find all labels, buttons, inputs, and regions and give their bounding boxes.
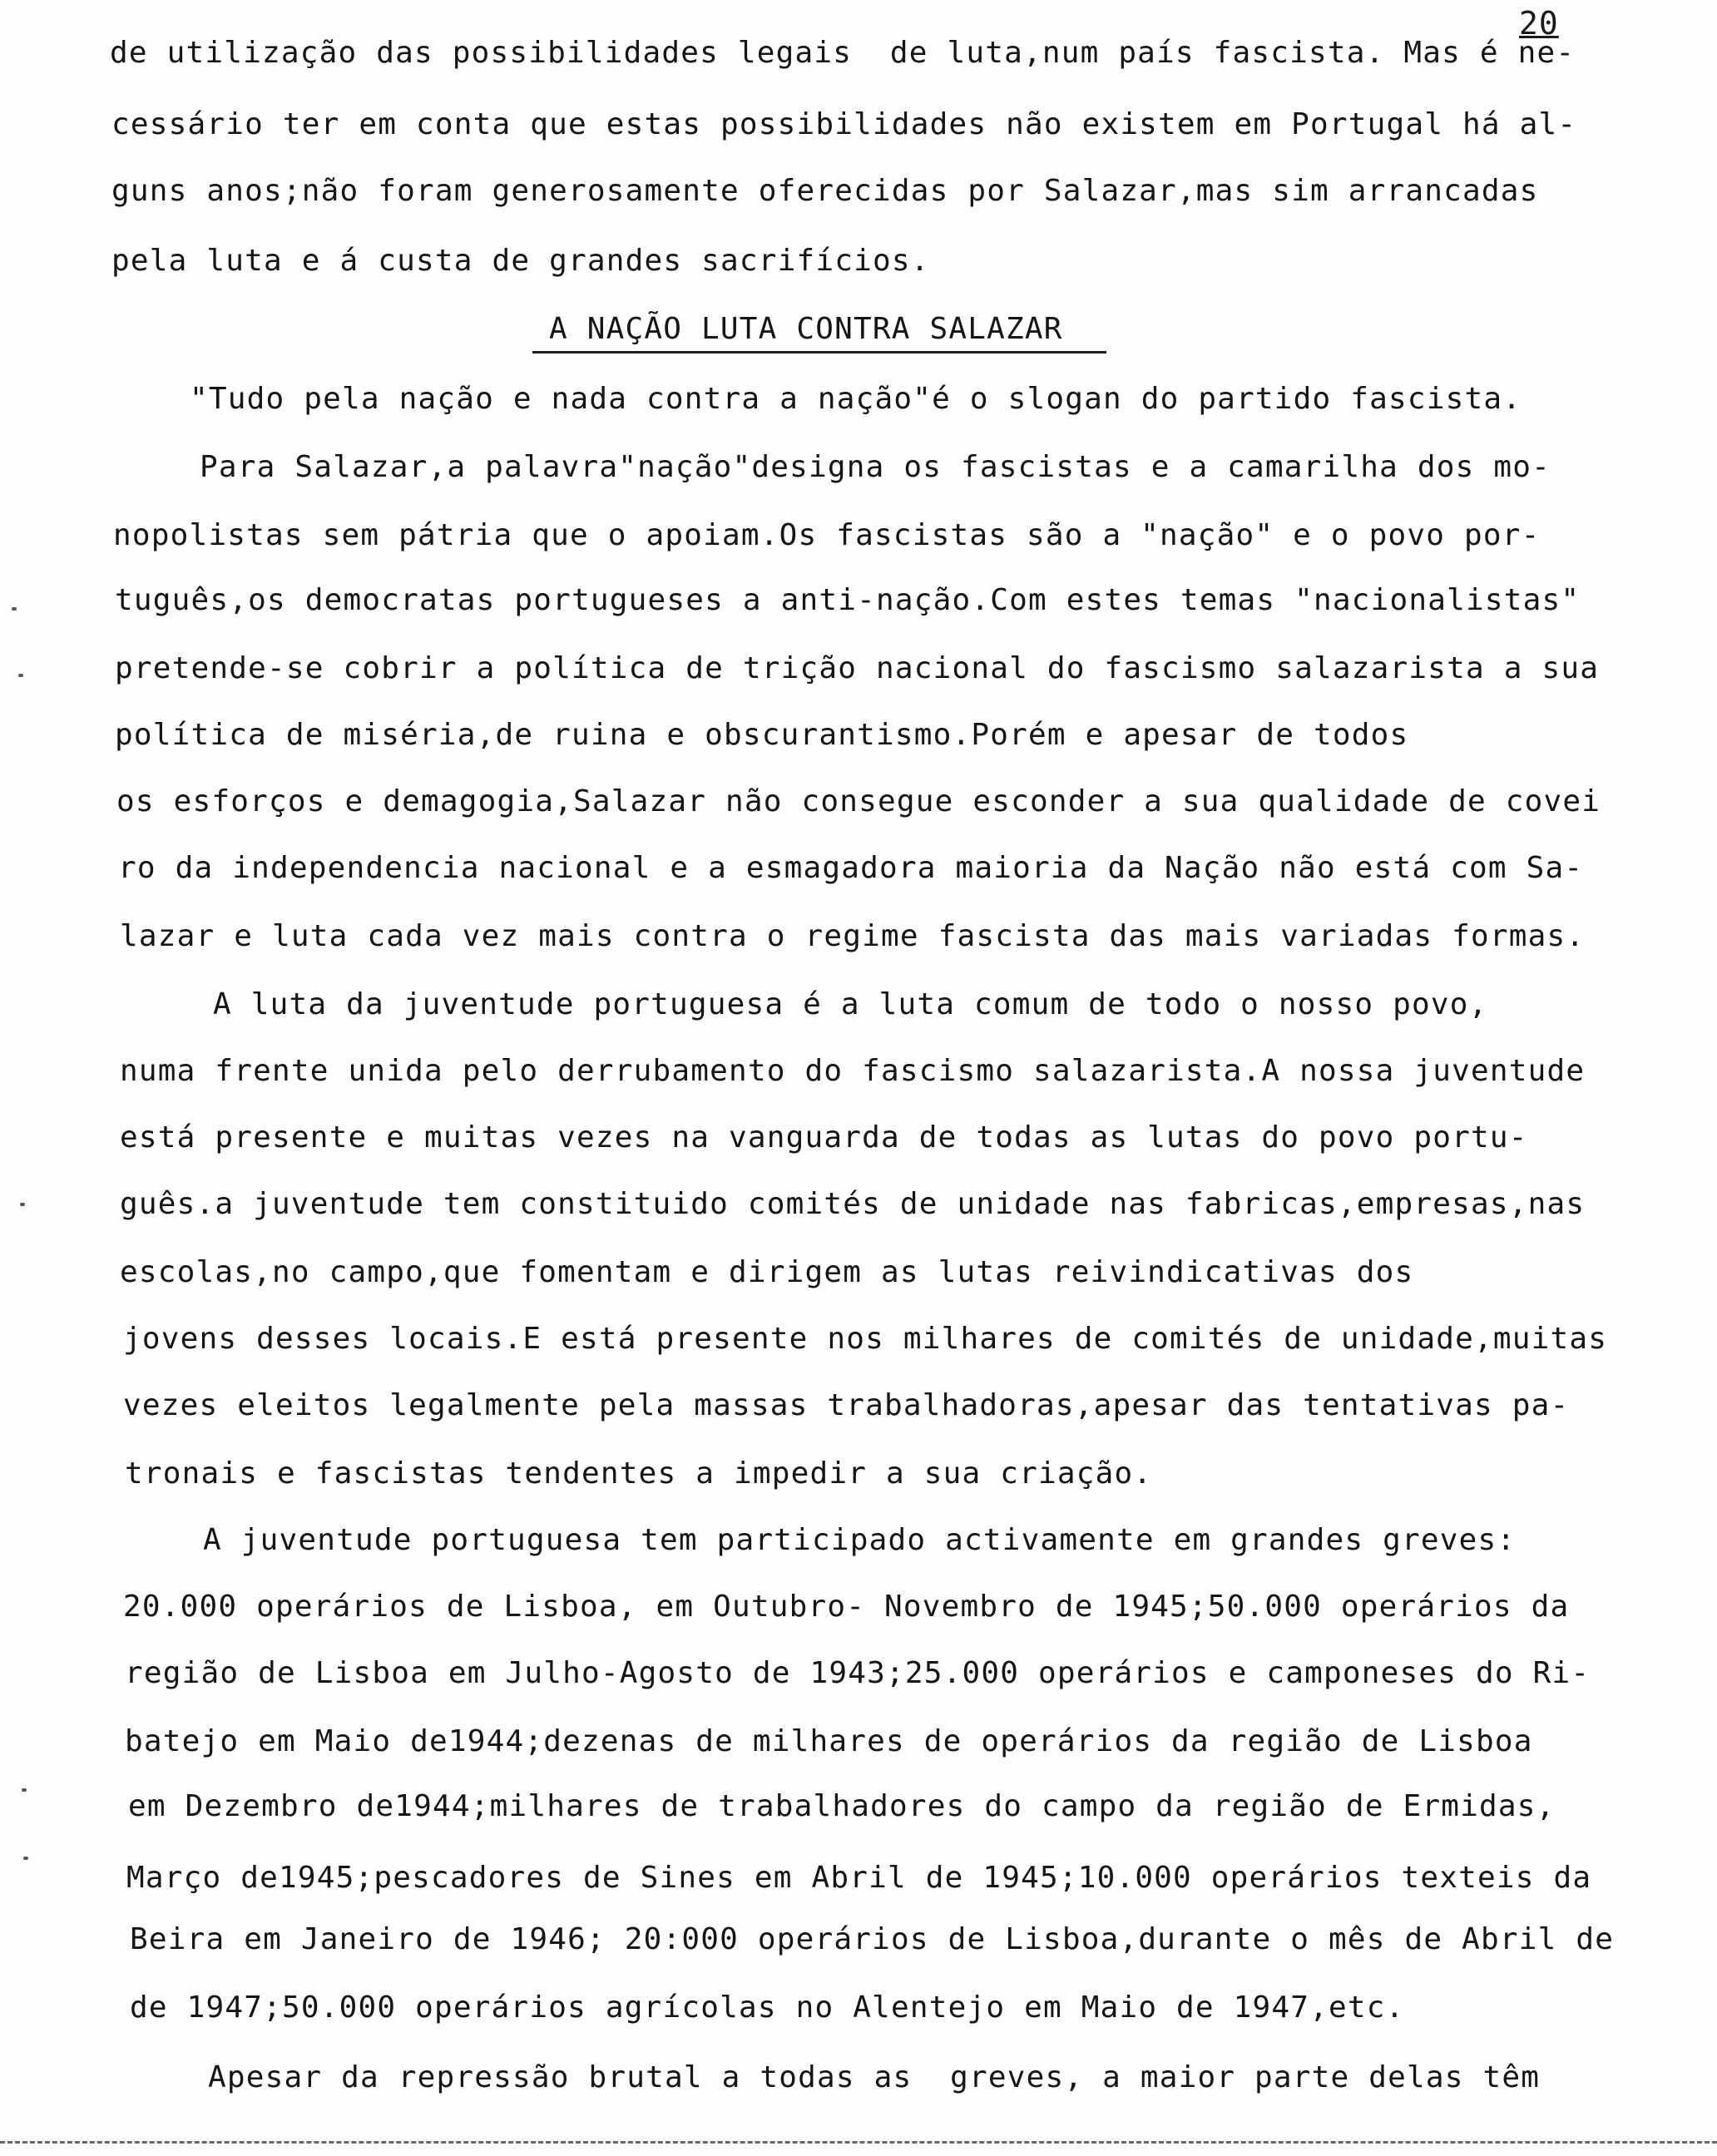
scan-speck	[18, 674, 23, 677]
text-line: de 1947;50.000 operários agrícolas no Alentejo em Maio de 1947,etc.	[130, 1990, 1405, 2025]
scan-speck	[23, 1857, 28, 1860]
text-line: nopolistas sem pátria que o apoiam.Os fascistas são a "nação" e o povo por-	[113, 518, 1541, 552]
text-line: A luta da juventude portuguesa é a luta comum de todo o nosso povo,	[213, 987, 1488, 1021]
page-number: 20	[1519, 5, 1559, 42]
section-heading: A NAÇÃO LUTA CONTRA SALAZAR	[549, 312, 1063, 346]
heading-underline	[532, 351, 1106, 354]
text-line: pretende-se cobrir a política de trição nacional do fascismo salazarista a sua	[115, 651, 1600, 685]
text-line: "Tudo pela nação e nada contra a nação"é o slogan do partido fascista.	[190, 382, 1522, 416]
text-line: tronais e fascistas tendentes a impedir a sua criação.	[125, 1456, 1153, 1491]
text-line: política de miséria,de ruina e obscurantismo.Porém e apesar de todos	[115, 718, 1409, 752]
text-line: tuguês,os democratas portugueses a anti-nação.Com estes temas "nacionalistas"	[115, 583, 1581, 617]
text-line: Apesar da repressão brutal a todas as greves, a maior parte delas têm	[208, 2060, 1541, 2094]
scan-speck	[20, 1203, 25, 1206]
text-line: A juventude portuguesa tem participado activamente em grandes greves:	[203, 1523, 1517, 1557]
text-line: 20.000 operários de Lisboa, em Outubro- Novembro de 1945;50.000 operários da	[123, 1590, 1570, 1624]
text-line: cessário ter em conta que estas possibilidades não existem em Portugal há al-	[111, 107, 1577, 141]
page-bottom-edge	[0, 2141, 1717, 2144]
text-line: pela luta e á custa de grandes sacrifícios.	[111, 244, 930, 278]
text-line: de utilização das possibilidades legais de luta,num país fascista. Mas é ne-	[110, 36, 1576, 70]
text-line: em Dezembro de1944;milhares de trabalhadores do campo da região de Ermidas,	[128, 1789, 1556, 1823]
text-line: os esforços e demagogia,Salazar não consegue esconder a sua qualidade de covei	[116, 784, 1601, 818]
text-line: região de Lisboa em Julho-Agosto de 1943;25.000 operários e camponeses do Ri-	[125, 1656, 1591, 1690]
scan-speck	[22, 1788, 27, 1792]
text-line: guns anos;não foram generosamente oferecidas por Salazar,mas sim arrancadas	[111, 174, 1539, 208]
text-line: Para Salazar,a palavra"nação"designa os fascistas e a camarilha dos mo-	[200, 450, 1551, 484]
text-line: jovens desses locais.E está presente nos milhares de comités de unidade,muitas	[123, 1322, 1608, 1356]
text-line: escolas,no campo,que fomentam e dirigem as lutas reivindicativas dos	[120, 1255, 1414, 1289]
scan-speck	[12, 607, 17, 611]
text-line: vezes eleitos legalmente pela massas trabalhadoras,apesar das tentativas pa-	[123, 1388, 1570, 1422]
text-line: Março de1945;pescadores de Sines em Abril de 1945;10.000 operários texteis da	[126, 1861, 1592, 1895]
text-line: numa frente unida pelo derrubamento do fascismo salazarista.A nossa juventude	[120, 1054, 1586, 1088]
text-line: está presente e muitas vezes na vanguarda de todas as lutas do povo portu-	[120, 1120, 1528, 1155]
text-line: guês.a juventude tem constituido comités de unidade nas fabricas,empresas,nas	[120, 1187, 1586, 1221]
text-line: Beira em Janeiro de 1946; 20:000 operários de Lisboa,durante o mês de Abril de	[130, 1922, 1615, 1956]
text-line: lazar e luta cada vez mais contra o regime fascista das mais variadas formas.	[120, 919, 1586, 953]
text-line: ro da independencia nacional e a esmagadora maioria da Nação não está com Sa-	[118, 851, 1584, 885]
text-line: batejo em Maio de1944;dezenas de milhares de operários da região de Lisboa	[125, 1724, 1533, 1758]
